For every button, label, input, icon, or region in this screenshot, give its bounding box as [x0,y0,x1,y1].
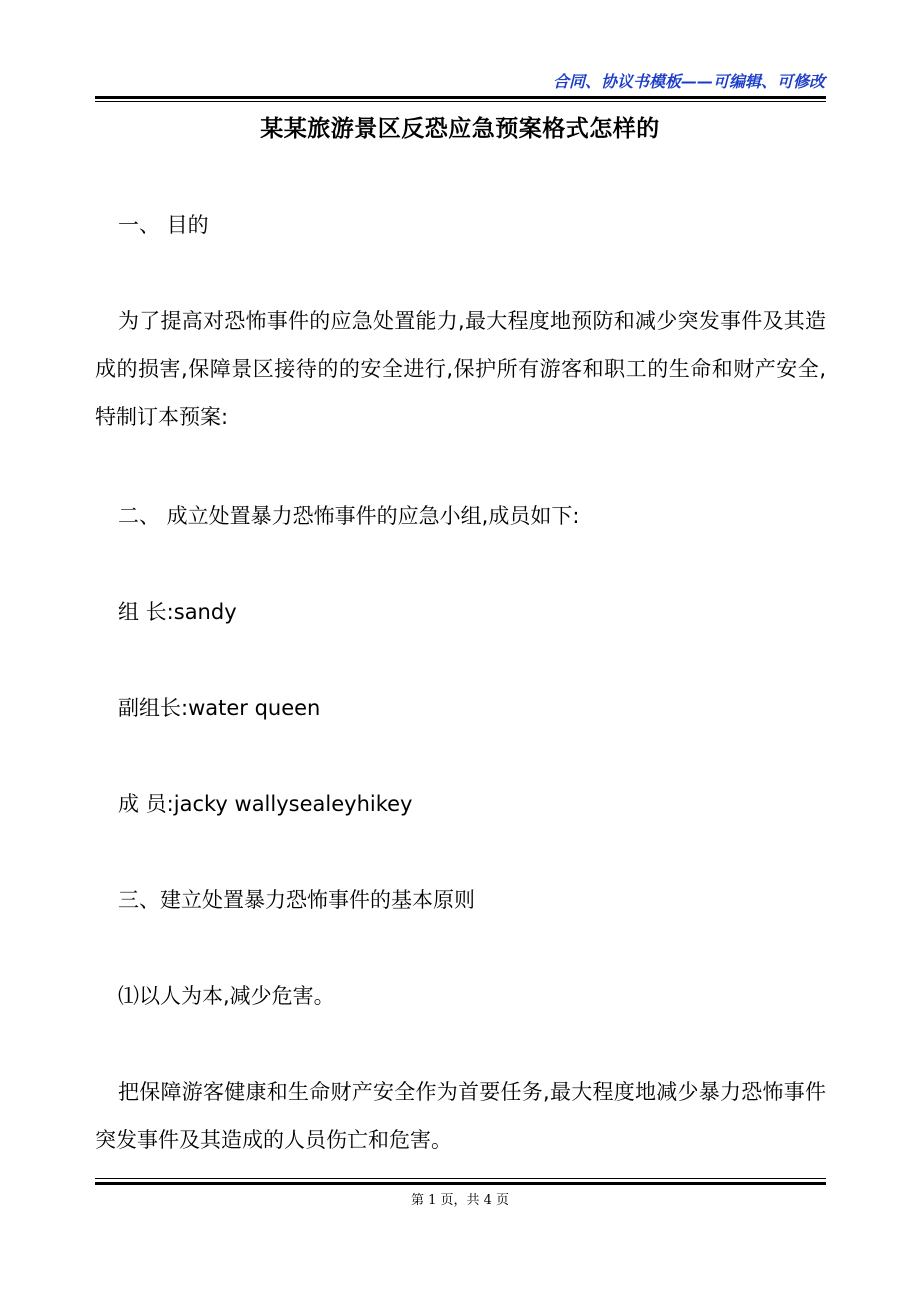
document-title: 某某旅游景区反恐应急预案格式怎样的 [260,116,660,142]
team-leader: 组 长:sandy [118,600,237,624]
footer-rule-thin [95,1178,826,1179]
header-template-tag: 合同、协议书模板——可编辑、可修改 [552,72,825,91]
principle-1-heading: ⑴以人为本,减少危害。 [118,984,335,1008]
section-3-heading: 三、建立处置暴力恐怖事件的基本原则 [118,888,475,912]
section-1-heading: 一、 目的 [118,213,209,237]
header-rule-thin [95,101,826,102]
deputy-leader: 副组长:water queen [118,696,321,720]
footer-rule-thick [95,1182,826,1185]
team-members: 成 员:jacky wallysealeyhikey [118,792,413,816]
section-1-body: 为了提高对恐怖事件的应急处置能力,最大程度地预防和减少突发事件及其造成的损害,保障景区接待的的安全进行,保护所有游客和职工的生命和财产安全,特制订本预案: [95,309,826,429]
principle-1-body: 把保障游客健康和生命财产安全作为首要任务,最大程度地减少暴力恐怖事件突发事件及其造成的人员伤亡和危害。 [95,1080,826,1152]
section-2-heading: 二、 成立处置暴力恐怖事件的应急小组,成员如下: [118,504,580,528]
header-rule-thick [95,96,826,99]
page-number: 第 1 页，共 4 页 [410,1193,510,1208]
